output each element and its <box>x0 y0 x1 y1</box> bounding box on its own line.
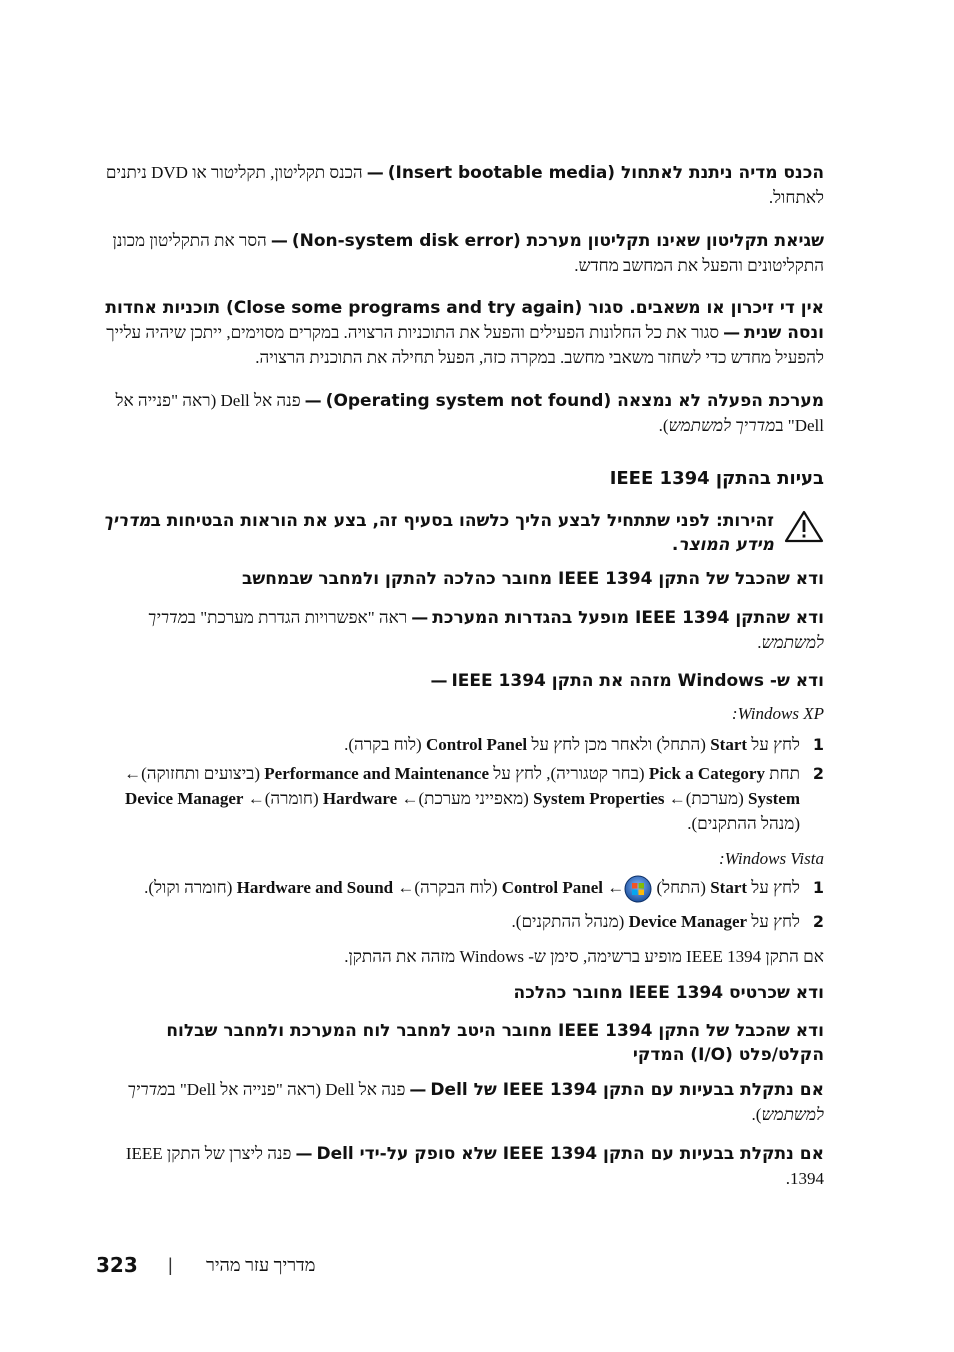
section-title: בעיות בהתקן IEEE 1394 <box>609 468 824 489</box>
error-title: מערכת הפעלה לא נמצאה (Operating system not found) <box>325 391 824 411</box>
check-title: אם נתקלת בבעיות עם התקן IEEE 1394 של Dell <box>430 1080 824 1101</box>
error-operating-system-not-found <box>96 388 824 438</box>
xp-step-1: 1 לחץ על Start (התחל) ולאחר מכן לחץ על Control Panel (לוח בקרה). <box>96 732 824 757</box>
windows-start-icon <box>624 875 652 903</box>
error-insert-bootable-media <box>96 160 824 210</box>
vista-note: אם התקן IEEE 1394 מופיע ברשימה, סימן ש- Windows מזהה את ההתקן. <box>344 947 824 967</box>
footer-title: מדריך עזר מהיר <box>206 1255 316 1275</box>
error-description: הכנס תקליטון, תקליטור או DVD ניתנים לאתחול. <box>105 163 824 207</box>
check-board-cable: ודא שהכבל של התקן IEEE 1394 מחובר היטב למחבר לוח המערכת ולמחבר שבלוח הקלט/פלט (I/O) המדקי <box>166 1021 824 1066</box>
check-enabled-in-setup: ודא שהתקן IEEE 1394 מופעל בהגדרות המערכת — ראה "אפשרויות הגדרת מערכת" במדריך למשתמש. <box>147 608 824 652</box>
device-manager-label: Device Manager <box>124 789 244 808</box>
control-panel-label: Control Panel <box>425 735 528 754</box>
non-dell-device-problems: אם נתקלת בבעיות עם התקן IEEE 1394 שלא סופק על-ידי Dell — פנה ליצרן של התקן IEEE 1394. <box>125 1144 824 1189</box>
dash: — <box>409 1080 427 1101</box>
page-number: 323 <box>96 1253 138 1277</box>
hardware-label: Hardware <box>322 789 398 808</box>
check-title: אם נתקלת בבעיות עם התקן IEEE 1394 שלא סופק על-ידי Dell <box>316 1144 824 1165</box>
error-title: הכנס מדיה ניתנת לאתחול (Insert bootable media) <box>387 163 824 183</box>
vista-step-1: 1 לחץ על Start (התחל) ← Control Panel (לוח הבקרה)← Hardware and Sound (חומרה וקול). <box>96 875 824 903</box>
caution-notice <box>96 509 824 557</box>
users-guide-ref: מדריך למשתמש <box>127 1080 824 1125</box>
error-not-enough-memory <box>96 296 824 370</box>
vista-step-2: 2 לחץ על Device Manager (מנהל ההתקנים). <box>96 909 824 934</box>
error-description: פנה אל Dell (ראה "פנייה אל Dell" במדריך למשתמש). <box>115 391 824 435</box>
error-description: סגור את כל החלונות הפעילים והפעל את התוכניות הרצויה. במקרים מסוימים, ייתכן שיהיה עלייך להפעיל מחדש כדי לשחזר משאבי מחשב. במקרה כזה, הפעל תחילה את התוכנית הרצויה. <box>106 323 824 367</box>
windows-xp-label: Windows XP: <box>731 704 824 723</box>
step-number: 1 <box>812 878 824 897</box>
start-label: Start <box>710 735 748 754</box>
start-label: Start <box>710 878 748 897</box>
dash: — <box>411 608 429 628</box>
error-description: הסר את התקליטון מכונן התקליטונים והפעל את המחשב מחדש. <box>112 231 824 275</box>
hardware-and-sound-label: Hardware and Sound <box>236 878 394 897</box>
control-panel-label: Control Panel <box>501 878 603 897</box>
dash: — <box>304 391 322 411</box>
error-non-system-disk <box>96 228 824 278</box>
pick-category-label: Pick a Category <box>648 764 765 783</box>
dash: — <box>270 231 288 251</box>
device-manager-label: Device Manager <box>628 912 748 932</box>
users-guide-ref: מדריך למשתמש <box>147 608 824 652</box>
system-label: System <box>748 789 800 808</box>
step-number: 2 <box>812 764 824 783</box>
check-cable-connection: ודא שהכבל של התקן IEEE 1394 מחובר כהלכה להתקן ולמחבר שבמחשב <box>241 569 824 589</box>
check-title: ודא שהתקן IEEE 1394 מופעל בהגדרות המערכת <box>432 608 824 628</box>
page-footer <box>96 1253 396 1281</box>
caution-label: זהירות: <box>716 511 774 531</box>
performance-maintenance-label: Performance and Maintenance <box>264 764 490 783</box>
step-number: 1 <box>812 735 824 754</box>
system-properties-label: System Properties <box>533 789 665 808</box>
check-card-seated: ודא שכרטיס IEEE 1394 מחובר כהלכה <box>513 983 824 1004</box>
document-body <box>96 160 824 1191</box>
step-number: 2 <box>812 912 824 932</box>
error-title: שגיאת תקליטון שאינו תקליטון מערכת (Non-system disk error) <box>291 231 824 251</box>
check-windows-recognizes <box>96 669 824 693</box>
xp-step-2: 2 תחת Pick a Category (בחר קטגוריה), לחץ על Performance and Maintenance (ביצועים ותחזוקה)← System (מערכת)← System Properties (מאפייני מערכת)← Hardware (חומרה)← Device Manager (מנהל ההתקנים). <box>96 761 824 836</box>
caution-text: זהירות: לפני שתתחיל לבצע הליך כלשהו בסעיף זה, בצע את הוראות הבטיחות במדריך מידע המוצר. <box>103 511 774 555</box>
check-title: ודא ש- Windows מזהה את התקן IEEE 1394 <box>451 671 824 691</box>
dash: — <box>430 671 448 691</box>
dash: — <box>295 1144 313 1165</box>
dell-device-problems: אם נתקלת בבעיות עם התקן IEEE 1394 של Dell — פנה אל Dell (ראה "פנייה אל Dell" במדריך למשתמש). <box>127 1080 824 1125</box>
dash: — <box>366 163 384 183</box>
users-guide-ref: מדריך למשתמש <box>668 416 776 435</box>
footer-separator: | <box>168 1255 173 1275</box>
dash: — <box>723 323 741 343</box>
windows-vista-label: Windows Vista: <box>718 849 824 868</box>
error-title: אין די זיכרון או משאבים. סגור (Close some programs and try again) תוכניות אחדות ונסה שנית <box>105 298 824 343</box>
product-info-guide-ref: מדריך מידע המוצר <box>103 511 774 555</box>
warning-triangle-icon <box>784 509 824 543</box>
